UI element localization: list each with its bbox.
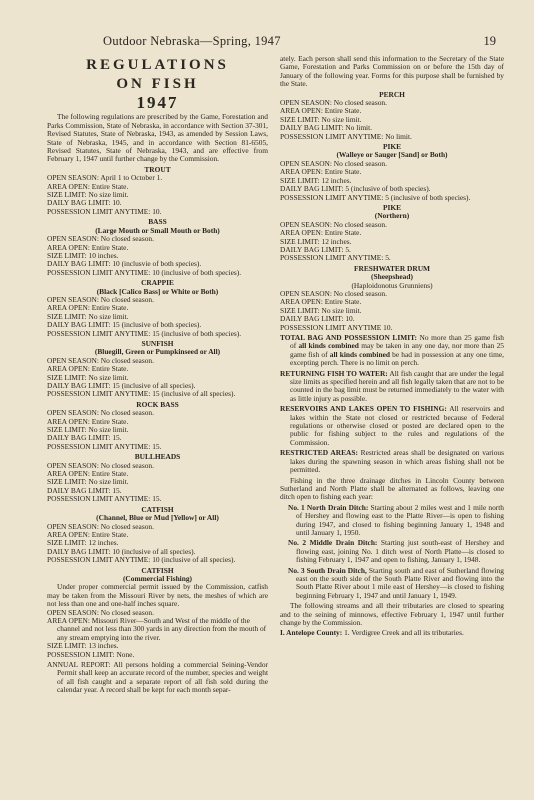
rule-line: OPEN SEASON: No closed season. bbox=[47, 460, 154, 470]
section-heading: TROUT bbox=[144, 164, 171, 174]
section-heading: SUNFISH bbox=[141, 338, 174, 348]
paragraph-text: Starting about 2 miles west and 1 mile north of Hershey and flowing east to the Platte River—is open to fishing during 1947, and closed to fishing beginning January 1, 1948 and until January 1, 1950. bbox=[296, 502, 504, 537]
total-bag-paragraph bbox=[280, 334, 504, 368]
rule-line: SIZE LIMIT: 12 inches. bbox=[47, 538, 119, 548]
rule-line: DAILY BAG LIMIT: 5 (inclusive of both species). bbox=[280, 184, 431, 194]
paragraph-text: 1. Verdigree Creek and all its tributaries. bbox=[344, 628, 464, 638]
paragraph-text: All persons holding a commercial Seining-Vendor Permit shall keep an accurate record of the number, species and weight of all fish caught and a separate report of all fish sold during the calendar year. A record shall be kept for each month separ- bbox=[57, 660, 268, 695]
continuation-paragraph: ately. Each person shall send this information to the Secretary of the State Game, Forestation and Parks Commission on or before the 15th day of January of the following year. Forms for this purpose shall be furnished by the State. bbox=[280, 54, 504, 89]
rule-line: OPEN SEASON: No closed season. bbox=[47, 294, 154, 304]
rule-line: POSSESSION LIMIT ANYTIME: 10 (inclusive of both species). bbox=[47, 267, 242, 277]
rule-line: SIZE LIMIT: 10 inches. bbox=[47, 250, 119, 260]
section-subheading: (Sheepshead) bbox=[371, 272, 413, 282]
section-subheading: (Northern) bbox=[374, 211, 410, 221]
section-heading: PIKE bbox=[382, 202, 402, 212]
rule-line: DAILY BAG LIMIT: 10. bbox=[280, 314, 355, 324]
rule-line: POSSESSION LIMIT ANYTIME: 10 (inclusive of all species). bbox=[47, 555, 236, 565]
rule-line: AREA OPEN: Entire State. bbox=[47, 416, 129, 426]
rule-line: AREA OPEN: Entire State. bbox=[47, 242, 129, 252]
ditch-3-paragraph bbox=[280, 567, 504, 601]
section-paragraph: Under proper commercial permit issued by the Commission, catfish may be taken from the Missouri River by nets, the meshes of which are not less than one and one-half inches square. bbox=[47, 582, 268, 609]
article-year: 1947 bbox=[136, 93, 179, 112]
rule-line: DAILY BAG LIMIT: 15. bbox=[47, 485, 122, 495]
paragraph-text: All fish caught that are under the legal size limits as specified herein and all fish legally taken that are not to be counted in the bag limit must be returned immediately to the water with as little injury as possible. bbox=[290, 368, 504, 403]
rule-line: SIZE LIMIT: 12 inches. bbox=[280, 236, 352, 246]
article-title-line2: ON FISH bbox=[116, 76, 199, 92]
paragraph-text: may be taken in any one day, nor more than 25 game fish of bbox=[290, 341, 505, 359]
rule-line: OPEN SEASON: No closed season. bbox=[280, 219, 387, 229]
paragraph-text: All reservoirs and lakes within the State not closed or restricted because of Federal regulations or otherwise closed or posted are declared open to the public for fishing subject to the rules and regulations of the Commission. bbox=[290, 404, 504, 447]
restricted-areas-paragraph bbox=[280, 449, 504, 474]
rule-line: DAILY BAG LIMIT: 15 (inclusive of all species). bbox=[47, 381, 196, 390]
rule-line: DAILY BAG LIMIT: 5. bbox=[280, 244, 351, 254]
rule-line: AREA OPEN: Entire State. bbox=[280, 228, 362, 238]
rule-line: POSSESSION LIMIT ANYTIME: 15 (inclusive of all species). bbox=[47, 389, 236, 399]
section-crappie bbox=[47, 279, 268, 338]
rule-line: SIZE LIMIT: No size limit. bbox=[280, 305, 362, 315]
paragraph-label: No. 2 Middle Drain Ditch: bbox=[288, 538, 378, 548]
section-subheading: (Black [Calico Bass] or White or Both) bbox=[96, 286, 219, 296]
section-heading: CATFISH bbox=[141, 565, 174, 575]
rule-line: POSSESSION LIMIT ANYTIME: 5 (inclusive of both species). bbox=[280, 192, 471, 202]
rule-line: POSSESSION LIMIT ANYTIME 10. bbox=[280, 322, 393, 332]
rule-line: POSSESSION LIMIT ANYTIME: 15 (inclusive of both species). bbox=[47, 328, 242, 338]
section-subheading: (Bluegill, Green or Pumpkinseed or All) bbox=[94, 347, 221, 357]
section-heading: CRAPPIE bbox=[141, 278, 174, 288]
section-heading: BULLHEADS bbox=[134, 452, 181, 462]
section-rock-bass bbox=[47, 401, 268, 451]
section-heading: CATFISH bbox=[141, 504, 174, 514]
right-column bbox=[280, 55, 504, 695]
paragraph-label: RETURNING FISH TO WATER: bbox=[280, 368, 388, 378]
section-subheading: (Large Mouth or Small Mouth or Both) bbox=[95, 225, 220, 235]
rule-line: AREA OPEN: Entire State. bbox=[280, 297, 362, 307]
rule-line: POSSESSION LIMIT ANYTIME: 15. bbox=[47, 441, 162, 451]
section-heading: ROCK BASS bbox=[136, 399, 179, 409]
section-pike-northern bbox=[280, 204, 504, 263]
paragraph-emphasis: all kinds combined bbox=[298, 341, 359, 351]
paragraph-label: ANNUAL REPORT: bbox=[47, 660, 111, 669]
intro-paragraph: The following regulations are prescribed by the Game, Forestation and Parks Commission, State of Nebraska, in accordance with Section 37-301, Revised Statutes, State of Nebraska, 1943, as amended by Session Laws, State of Nebraska, 1945, and in accordance with Section 81-6505, Revised Statutes, State of Nebraska, 1943, and are effective from February 1, 1947 until further change by the Commission. bbox=[47, 112, 268, 164]
section-catfish-commercial bbox=[47, 567, 268, 659]
paragraph-label: RESERVOIRS AND LAKES OPEN TO FISHING: bbox=[280, 404, 447, 414]
rule-line: POSSESSION LIMIT: None. bbox=[47, 649, 135, 659]
section-catfish bbox=[47, 506, 268, 565]
paragraph-label: RESTRICTED AREAS: bbox=[280, 448, 358, 458]
rule-line: OPEN SEASON: April 1 to October 1. bbox=[47, 173, 163, 183]
paragraph-text: Restricted areas shall be designated on various lakes during the spawning season in which areas fishing shall not be permitted. bbox=[290, 448, 504, 475]
section-subheading: (Channel, Blue or Mud [Yellow] or All) bbox=[96, 513, 219, 523]
section-pike-walleye bbox=[280, 143, 504, 202]
section-freshwater-drum bbox=[280, 265, 504, 332]
rule-line: DAILY BAG LIMIT: 10. bbox=[47, 198, 122, 208]
section-trout bbox=[47, 166, 268, 216]
rule-line: AREA OPEN: Missouri River—South and West of the middle of the channel and not less than 300 yards in any direction from the mouth of any stream emptying into the river. bbox=[47, 615, 267, 642]
rule-line: POSSESSION LIMIT ANYTIME: 5. bbox=[280, 253, 391, 263]
rule-line: DAILY BAG LIMIT: 10 (inclusvie of both species). bbox=[47, 259, 202, 269]
rule-line: SIZE LIMIT: No size limit. bbox=[47, 477, 129, 487]
drainage-ditch-paragraph: Fishing in the three drainage ditches in Lincoln County between Sutherland and North Platte shall be alternated as follows, leaving one ditch open to fishing each year: bbox=[280, 475, 504, 502]
rule-line: OPEN SEASON: No closed season. bbox=[280, 98, 387, 108]
paragraph-emphasis: all kinds combined bbox=[329, 349, 390, 359]
paragraph-text: Starting south and east of Sutherland flowing east on the south side of the South Platte River and flowing into the South Platte River about 1 mile east of Hershey—is closed to fishing beginning February 1, 1947 and until January 1, 1949. bbox=[296, 565, 504, 600]
section-bass bbox=[47, 218, 268, 277]
rule-line: AREA OPEN: Entire State. bbox=[47, 364, 129, 374]
rule-line: AREA OPEN: Entire State. bbox=[280, 167, 362, 177]
rule-line: POSSESSION LIMIT ANYTIME: 15. bbox=[47, 494, 162, 504]
rule-line: SIZE LIMIT: No size limit. bbox=[47, 311, 129, 321]
rule-line: DAILY BAG LIMIT: No limit. bbox=[280, 123, 373, 133]
streams-paragraph: The following streams and all their tributaries are closed to spearing and to the seining of minnows, effective February 1, 1947 until further change by the Commission. bbox=[280, 601, 504, 627]
page-number: 19 bbox=[483, 34, 496, 48]
section-subheading-latin: (Haploidonotus Grunniens) bbox=[351, 280, 433, 290]
paragraph-text: be had in possession at any one time, excepting perch. There is no limit on perch. bbox=[290, 349, 504, 368]
rule-line: OPEN SEASON: No closed season. bbox=[280, 158, 387, 168]
rule-line: SIZE LIMIT: 12 inches. bbox=[280, 175, 352, 185]
section-heading: BASS bbox=[148, 217, 167, 227]
section-heading: PIKE bbox=[382, 142, 402, 152]
paragraph-text: Starting just south-east of Hershey and flowing east, joining No. 1 ditch west of North Platte—is closed to fishing February 1, 1947 and open to fishing, January 1, 1948. bbox=[296, 538, 504, 565]
paragraph-label: I. Antelope County: bbox=[280, 628, 343, 638]
ditch-1-paragraph bbox=[280, 504, 504, 538]
paragraph-label: TOTAL BAG AND POSSESSION LIMIT: bbox=[280, 333, 417, 342]
rule-line: POSSESSION LIMIT ANYTIME: No limit. bbox=[280, 131, 412, 141]
rule-line: OPEN SEASON: No closed season. bbox=[47, 355, 154, 365]
annual-report-paragraph bbox=[47, 661, 268, 695]
rule-line: OPEN SEASON: No closed season. bbox=[47, 234, 154, 244]
section-subheading: (Walleye or Sauger [Sand] or Both) bbox=[336, 150, 448, 160]
paragraph-text: No more than 25 game fish of bbox=[290, 333, 504, 351]
rule-line: SIZE LIMIT: 13 inches. bbox=[47, 641, 119, 651]
antelope-county-item bbox=[280, 629, 504, 637]
rule-line: AREA OPEN: Entire State. bbox=[47, 529, 129, 539]
reservoirs-paragraph bbox=[280, 405, 504, 447]
rule-line: AREA OPEN: Entire State. bbox=[280, 106, 362, 116]
rule-line: POSSESSION LIMIT ANYTIME: 10. bbox=[47, 206, 162, 216]
returning-fish-paragraph bbox=[280, 370, 504, 404]
rule-line: SIZE LIMIT: No size limit. bbox=[47, 190, 129, 200]
rule-line: AREA OPEN: Entire State. bbox=[47, 469, 129, 479]
rule-line: SIZE LIMIT: No size limit. bbox=[47, 425, 129, 435]
rule-line: DAILY BAG LIMIT: 15 (inclusive of both species). bbox=[47, 320, 202, 330]
rule-line: SIZE LIMIT: No size limit. bbox=[47, 372, 129, 382]
paragraph-label: No. 1 North Drain Ditch: bbox=[288, 502, 369, 512]
rule-line: OPEN SEASON: No closed season. bbox=[280, 288, 387, 298]
rule-line: OPEN SEASON: No closed season. bbox=[47, 521, 154, 531]
left-column bbox=[47, 55, 268, 695]
section-heading: PERCH bbox=[379, 89, 405, 99]
rule-line: AREA OPEN: Entire State. bbox=[47, 303, 129, 313]
section-bullheads bbox=[47, 453, 268, 503]
rule-line: DAILY BAG LIMIT: 10 (inclusive of all species). bbox=[47, 546, 196, 556]
rule-line: OPEN SEASON: No closed season. bbox=[47, 408, 154, 418]
rule-line: SIZE LIMIT: No size limit. bbox=[280, 114, 362, 124]
rule-line: AREA OPEN: Entire State. bbox=[47, 181, 129, 191]
running-title: Outdoor Nebraska—Spring, 1947 bbox=[103, 34, 281, 48]
section-perch bbox=[280, 91, 504, 141]
section-sunfish bbox=[47, 340, 268, 399]
section-heading: FRESHWATER DRUM bbox=[353, 263, 431, 273]
article-title-line1: REGULATIONS bbox=[86, 57, 229, 73]
rule-line: DAILY BAG LIMIT: 15. bbox=[47, 433, 122, 443]
ditch-2-paragraph bbox=[280, 539, 504, 564]
running-header bbox=[47, 34, 504, 49]
section-subheading: (Commercial Fishing) bbox=[122, 573, 193, 583]
rule-line: OPEN SEASON: No closed season. bbox=[47, 607, 154, 617]
paragraph-label: No. 3 South Drain Ditch, bbox=[288, 565, 367, 575]
